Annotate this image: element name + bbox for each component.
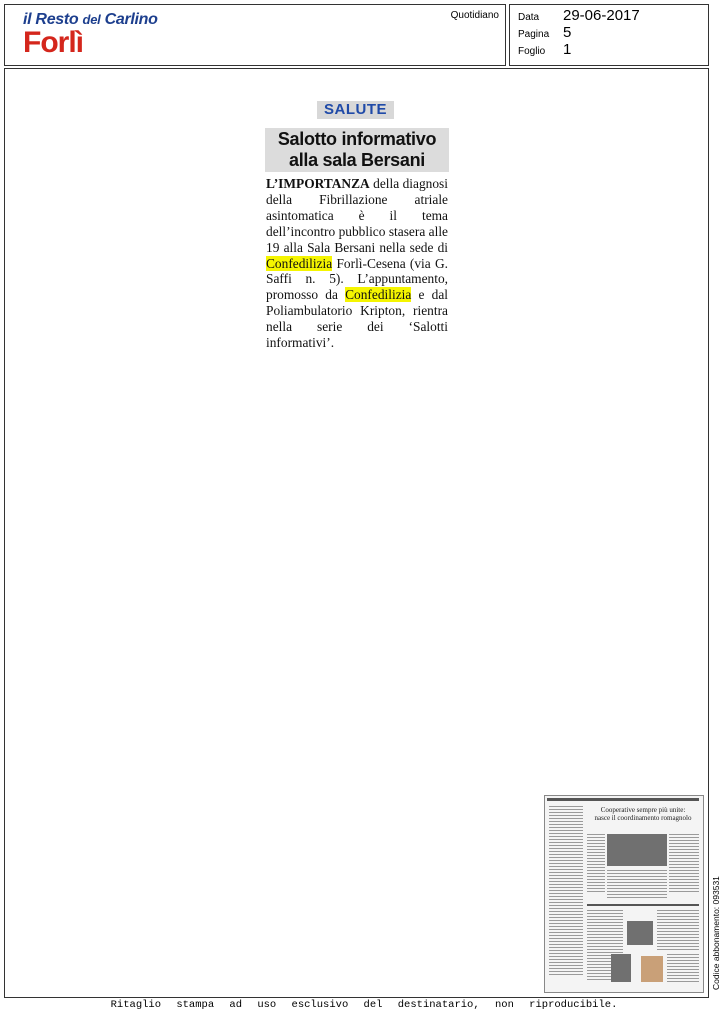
logo-text-carlino: Carlino [104,11,158,28]
thumb-column-7 [667,954,699,982]
thumb-photo-main [607,834,667,866]
sheet-label: Foglio [518,46,546,57]
thumb-headline-line-1: Cooperative sempre più unite: [600,806,686,814]
subscription-code: Codice abbonamento: 093531 [711,876,721,990]
thumb-column-3 [669,834,699,894]
logo-city: Forlì [23,26,83,59]
thumb-photo-portrait [641,956,663,982]
article-lead: L’IMPORTANZA [266,176,370,191]
section-kicker: SALUTE [317,101,394,119]
page-thumbnail [544,795,704,993]
sheet-value: 1 [563,41,572,58]
meta-box [509,4,709,66]
article-headline [265,128,449,172]
article-text-3: e dal Poliambulatorio Kripton, rientra nella serie dei ‘Salotti informativi’. [266,287,448,351]
publication-type: Quotidiano [450,10,499,21]
article-body [266,176,448,351]
thumb-photo-small [627,921,653,945]
thumb-headline-line-2: nasce il coordinamento romagnolo [594,814,692,822]
date-label: Data [518,12,540,23]
thumb-divider [587,904,699,906]
thumb-photo-bottom [611,954,631,982]
logo-text-del: del [82,12,101,27]
thumb-column-2 [587,834,605,894]
headline-line-2: alla sala Bersani [289,150,425,170]
masthead [4,4,506,66]
date-value: 29-06-2017 [563,7,640,24]
thumb-column-left [549,806,583,976]
page-label: Pagina [518,29,550,40]
footer-disclaimer: Ritaglio stampa ad uso esclusivo del destinatario, non riproducibile. [110,999,618,1011]
article-text-1: della diagnosi della Fibrillazione atriale asintomatica è il tema dell’incontro pubblico stasera alle 19 alla Sala Bersani nella sede di [266,176,448,255]
headline-line-1: Salotto informativo [277,129,437,149]
article-text-2: Forlì-Cesena (via G. Saffi n. 5). L’appuntamento, promosso da [266,255,448,303]
thumb-header-bar [547,798,699,801]
page-value: 5 [563,24,572,41]
thumb-headline [587,806,699,822]
thumb-column-4 [607,870,667,900]
logo-text-resto: il Resto [23,11,79,28]
highlight-confedilizia-2: Confedilizia [345,287,412,303]
thumb-column-6 [657,910,699,950]
highlight-confedilizia-1: Confedilizia [266,255,333,271]
